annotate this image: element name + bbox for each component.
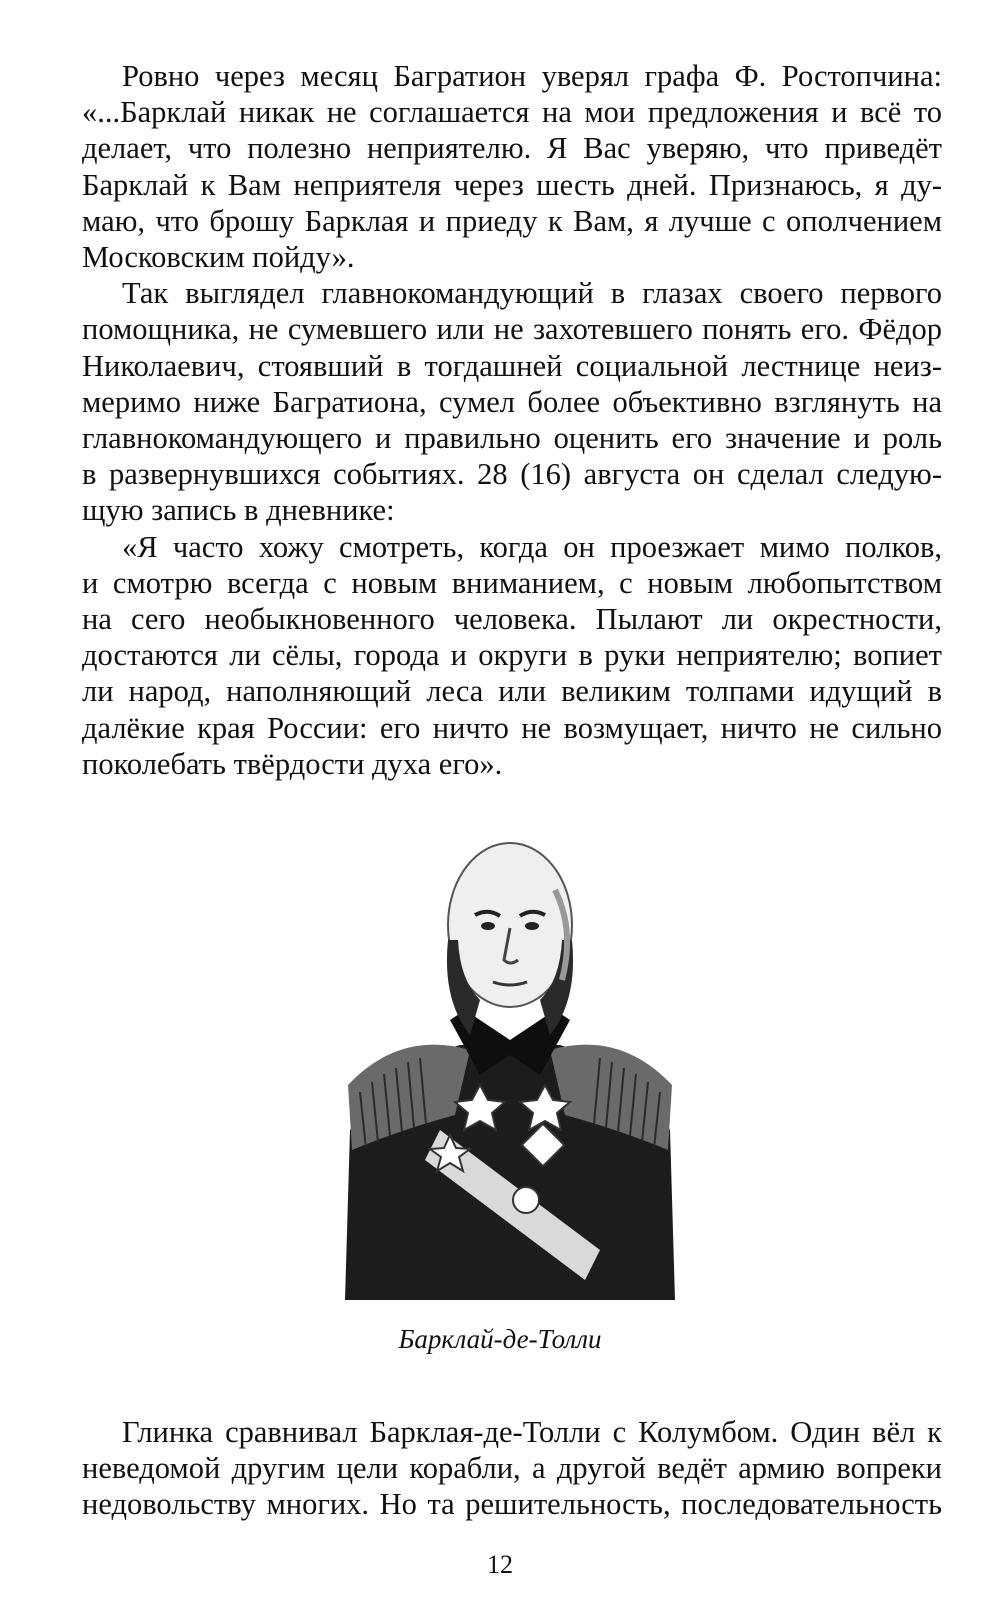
text-line: достаются ли сёлы, города и округи в руки неприятелю; вопиет: [82, 638, 942, 673]
text-line: Николаевич, стоявший в тогдашней социальной лестнице неиз-: [82, 348, 942, 383]
text-line: «...Барклай никак не соглашается на мои предложения и всё то: [82, 95, 942, 130]
text-line: поколебать твёрдости духа его».: [82, 746, 503, 781]
text-line: щую запись в дневнике:: [82, 493, 395, 528]
text-line: неведомой другим цели корабли, а другой ведёт армию вопреки: [82, 1451, 942, 1486]
text-line: Ровно через месяц Багратион уверял графа Ф. Ростопчина:: [122, 59, 942, 93]
text-line: в развернувшихся событиях. 28 (16) августа он сделал следую-: [82, 457, 942, 492]
text-line: «Я часто хожу смотреть, когда он проезжает мимо полков,: [122, 529, 942, 564]
text-line: Так выглядел главнокомандующий в глазах своего первого: [122, 276, 942, 311]
main-text-bottom: [82, 1414, 942, 1523]
text-line: далёкие края России: его ничто не возмущает, ничто не сильно: [82, 710, 942, 745]
text-line: маю, что брошу Барклая и приеду к Вам, я лучше с ополчением: [82, 203, 942, 238]
text-line: недовольству многих. Но та решительность, последовательность: [82, 1487, 942, 1522]
text-line: ли народ, наполняющий леса или великим толпами идущий в: [82, 674, 942, 709]
text-line: Глинка сравнивал Барклая-де-Толли с Колумбом. Один вёл к: [122, 1415, 942, 1449]
text-line: делает, что полезно неприятелю. Я Вас уверяю, что приведёт: [82, 131, 942, 166]
text-line: Барклай к Вам неприятеля через шесть дней. Признаюсь, я ду-: [82, 167, 942, 202]
text-line: помощника, не сумевшего или не захотевшего понять его. Фёдор: [82, 312, 942, 347]
text-line: на сего необыкновенного человека. Пылают ли окрестности,: [82, 602, 942, 637]
text-line: меримо ниже Багратиона, сумел более объективно взглянуть на: [82, 384, 942, 419]
portrait-caption: Барклай-де-Толли: [398, 1324, 602, 1354]
page-number: 12: [487, 1550, 513, 1579]
text-line: и смотрю всегда с новым вниманием, с новым любопытством: [82, 565, 942, 600]
text-line: Московским пойду».: [82, 240, 355, 275]
text-line: главнокомандующего и правильно оценить его значение и роль: [82, 421, 942, 456]
portrait-engraving-icon: [330, 830, 690, 1300]
main-text-top: [82, 58, 942, 782]
